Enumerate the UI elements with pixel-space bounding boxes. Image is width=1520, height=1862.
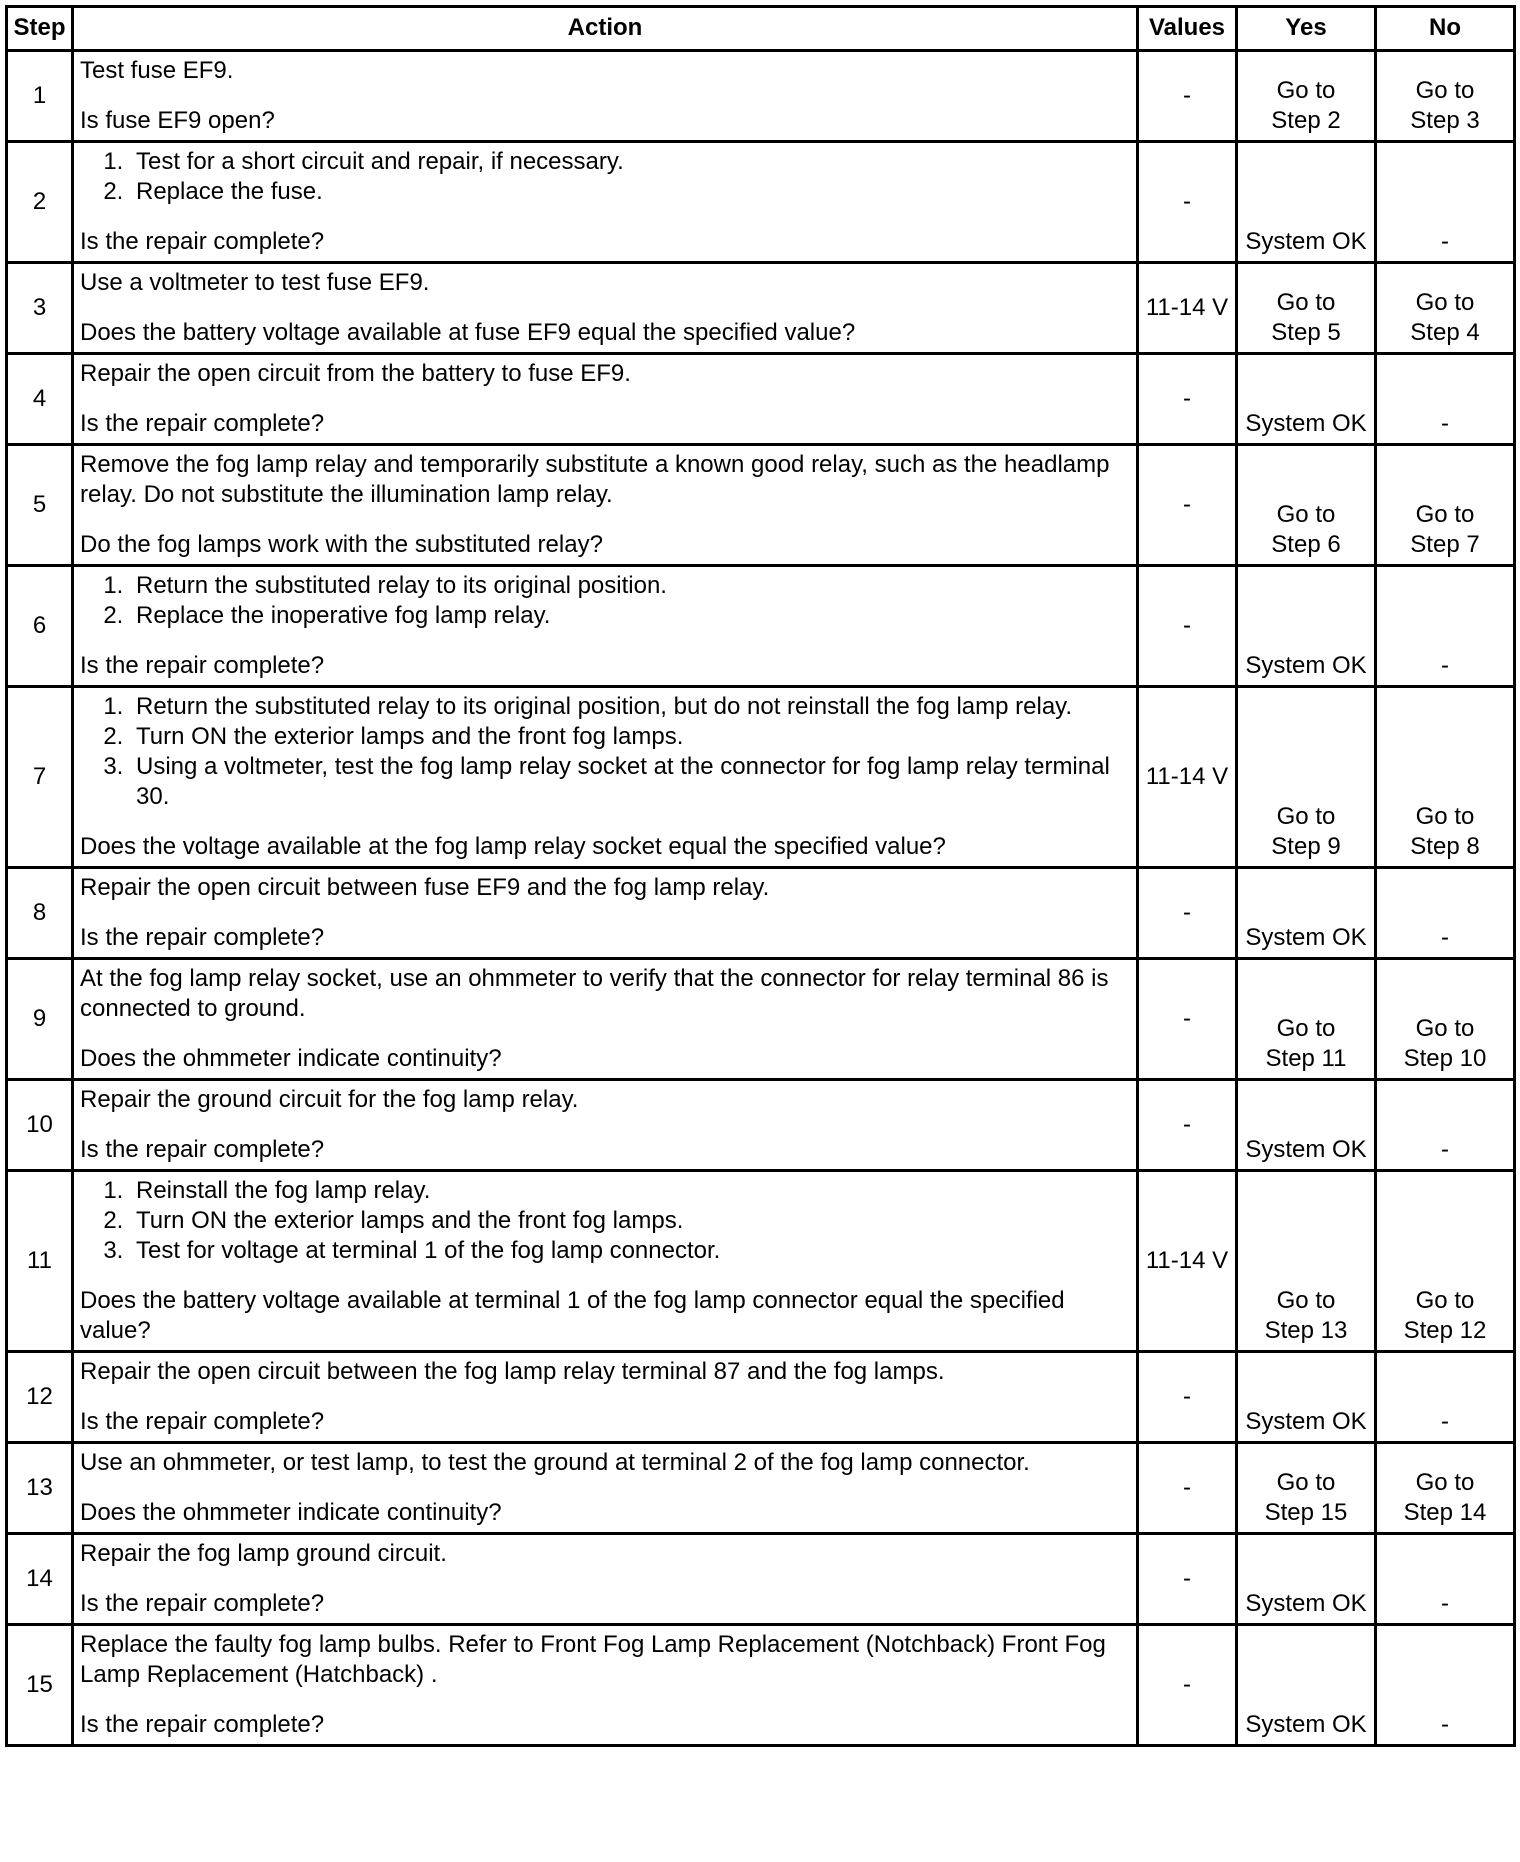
- no-line-1: Go to: [1415, 501, 1475, 528]
- action-intro: Repair the fog lamp ground circuit.: [80, 1540, 447, 1567]
- table-row: [7, 142, 1515, 263]
- yes-line-2: System OK: [1245, 652, 1367, 679]
- no-cell: [1376, 868, 1515, 959]
- no-line-2: -: [1441, 924, 1449, 951]
- action-content: [80, 268, 1130, 348]
- action-instructions: [80, 1448, 1130, 1478]
- step-number: 1: [7, 51, 73, 142]
- yes-cell: [1237, 959, 1376, 1080]
- action-cell: [73, 959, 1138, 1080]
- action-step-item: 2. Replace the fuse.: [130, 177, 1130, 207]
- header-step: Step: [7, 7, 73, 51]
- step-number: 4: [7, 354, 73, 445]
- diagnostic-table: [5, 5, 1516, 1747]
- action-intro: Repair the open circuit between fuse EF9 and the fog lamp relay.: [80, 874, 770, 901]
- yes-line-2: System OK: [1245, 1408, 1367, 1435]
- yes-line-2: System OK: [1245, 410, 1367, 437]
- values-cell: -: [1138, 868, 1237, 959]
- action-content: [80, 147, 1130, 257]
- values-cell: -: [1138, 1352, 1237, 1443]
- step-number: 2: [7, 142, 73, 263]
- action-question: Is the repair complete?: [80, 1711, 325, 1738]
- yes-cell: [1237, 51, 1376, 142]
- yes-line-1: Go to: [1276, 803, 1336, 830]
- action-instructions: [80, 359, 1130, 389]
- action-content: [80, 571, 1130, 681]
- table-row: [7, 51, 1515, 142]
- values-cell: -: [1138, 1443, 1237, 1534]
- values-cell: 11-14 V: [1138, 263, 1237, 354]
- values-cell: -: [1138, 142, 1237, 263]
- values-cell: 11-14 V: [1138, 1171, 1237, 1352]
- yes-cell: [1237, 1443, 1376, 1534]
- table-row: [7, 1171, 1515, 1352]
- header-row: [7, 7, 1515, 51]
- action-cell: [73, 1443, 1138, 1534]
- action-content: [80, 1448, 1130, 1528]
- no-cell: [1376, 959, 1515, 1080]
- yes-line-2: Step 9: [1271, 833, 1341, 860]
- action-content: [80, 56, 1130, 136]
- action-question: Is the repair complete?: [80, 1408, 325, 1435]
- no-line-2: Step 8: [1410, 833, 1480, 860]
- action-instructions: [80, 571, 1130, 631]
- no-line-2: Step 12: [1403, 1317, 1487, 1344]
- yes-cell: [1237, 1080, 1376, 1171]
- table-row: [7, 354, 1515, 445]
- action-question: Is the repair complete?: [80, 1590, 325, 1617]
- yes-cell: [1237, 868, 1376, 959]
- no-cell: [1376, 51, 1515, 142]
- action-cell: [73, 445, 1138, 566]
- action-step-item: 1. Test for a short circuit and repair, if necessary.: [130, 147, 1130, 177]
- action-cell: [73, 1080, 1138, 1171]
- yes-cell: [1237, 445, 1376, 566]
- action-question: Does the battery voltage available at terminal 1 of the fog lamp connector equal the specified value?: [80, 1287, 1065, 1344]
- yes-cell: [1237, 1352, 1376, 1443]
- yes-cell: [1237, 1625, 1376, 1746]
- action-question: Is the repair complete?: [80, 228, 325, 255]
- yes-line-2: System OK: [1245, 1590, 1367, 1617]
- action-cell: [73, 263, 1138, 354]
- action-step-item: 3. Test for voltage at terminal 1 of the fog lamp connector.: [130, 1236, 1130, 1266]
- action-step-item: 2. Turn ON the exterior lamps and the front fog lamps.: [130, 1206, 1130, 1236]
- no-cell: [1376, 1625, 1515, 1746]
- action-content: [80, 1357, 1130, 1437]
- no-line-2: -: [1441, 1590, 1449, 1617]
- header-yes: Yes: [1237, 7, 1376, 51]
- no-line-1: Go to: [1415, 803, 1475, 830]
- action-step-item: 3. Using a voltmeter, test the fog lamp relay socket at the connector for fog lamp relay terminal 30.: [130, 752, 1130, 812]
- action-content: [80, 1630, 1130, 1740]
- action-intro: Repair the open circuit from the battery to fuse EF9.: [80, 360, 631, 387]
- yes-cell: [1237, 263, 1376, 354]
- action-step-item: 2. Turn ON the exterior lamps and the front fog lamps.: [130, 722, 1130, 752]
- action-cell: [73, 868, 1138, 959]
- no-cell: [1376, 1443, 1515, 1534]
- values-cell: -: [1138, 1080, 1237, 1171]
- no-line-1: Go to: [1415, 1287, 1475, 1314]
- step-number: 3: [7, 263, 73, 354]
- action-cell: [73, 51, 1138, 142]
- table-row: [7, 868, 1515, 959]
- no-cell: [1376, 1352, 1515, 1443]
- table-row: [7, 1080, 1515, 1171]
- step-number: 12: [7, 1352, 73, 1443]
- action-instructions: [80, 1630, 1130, 1690]
- no-line-2: Step 10: [1403, 1045, 1487, 1072]
- action-cell: [73, 1171, 1138, 1352]
- yes-line-2: System OK: [1245, 228, 1367, 255]
- action-question: Does the ohmmeter indicate continuity?: [80, 1045, 502, 1072]
- action-instructions: [80, 1357, 1130, 1387]
- action-content: [80, 692, 1130, 862]
- yes-line-1: Go to: [1276, 77, 1336, 104]
- values-cell: -: [1138, 959, 1237, 1080]
- no-line-2: -: [1441, 1136, 1449, 1163]
- action-content: [80, 1539, 1130, 1619]
- yes-line-1: Go to: [1276, 289, 1336, 316]
- action-instructions: [80, 692, 1130, 812]
- action-question: Does the battery voltage available at fuse EF9 equal the specified value?: [80, 319, 856, 346]
- yes-cell: [1237, 1171, 1376, 1352]
- yes-cell: [1237, 687, 1376, 868]
- no-cell: [1376, 142, 1515, 263]
- action-cell: [73, 354, 1138, 445]
- table-row: [7, 1625, 1515, 1746]
- no-cell: [1376, 1080, 1515, 1171]
- yes-line-1: Go to: [1276, 501, 1336, 528]
- action-cell: [73, 1352, 1138, 1443]
- action-intro: Test fuse EF9.: [80, 57, 234, 84]
- table-row: [7, 1534, 1515, 1625]
- step-number: 6: [7, 566, 73, 687]
- table-row: [7, 263, 1515, 354]
- yes-line-2: Step 13: [1264, 1317, 1348, 1344]
- no-cell: [1376, 687, 1515, 868]
- action-intro: At the fog lamp relay socket, use an ohmmeter to verify that the connector for relay terminal 86 is connected to ground.: [80, 965, 1109, 1022]
- action-content: [80, 873, 1130, 953]
- action-question: Is the repair complete?: [80, 924, 325, 951]
- header-values: Values: [1138, 7, 1237, 51]
- yes-line-1: Go to: [1276, 1015, 1336, 1042]
- no-line-1: Go to: [1415, 1469, 1475, 1496]
- action-steps-list: [80, 571, 1130, 631]
- action-question: Is the repair complete?: [80, 652, 325, 679]
- action-cell: [73, 142, 1138, 263]
- table-row: [7, 566, 1515, 687]
- action-question: Do the fog lamps work with the substituted relay?: [80, 531, 603, 558]
- action-cell: [73, 687, 1138, 868]
- no-line-1: Go to: [1415, 77, 1475, 104]
- no-line-1: Go to: [1415, 1015, 1475, 1042]
- step-number: 9: [7, 959, 73, 1080]
- yes-cell: [1237, 142, 1376, 263]
- yes-line-2: System OK: [1245, 1136, 1367, 1163]
- yes-line-1: Go to: [1276, 1469, 1336, 1496]
- action-question: Is the repair complete?: [80, 1136, 325, 1163]
- action-instructions: [80, 268, 1130, 298]
- yes-cell: [1237, 354, 1376, 445]
- action-intro: Replace the faulty fog lamp bulbs. Refer to Front Fog Lamp Replacement (Notchback) Front Fog Lamp Replacement (Hatchback) .: [80, 1631, 1106, 1688]
- action-step-item: 1. Return the substituted relay to its original position, but do not reinstall the fog lamp relay.: [130, 692, 1130, 722]
- no-cell: [1376, 263, 1515, 354]
- action-instructions: [80, 964, 1130, 1024]
- action-intro: Repair the ground circuit for the fog lamp relay.: [80, 1086, 579, 1113]
- action-content: [80, 359, 1130, 439]
- no-cell: [1376, 566, 1515, 687]
- table-row: [7, 959, 1515, 1080]
- yes-line-2: Step 6: [1271, 531, 1341, 558]
- action-instructions: [80, 147, 1130, 207]
- header-action: Action: [73, 7, 1138, 51]
- action-question: Does the voltage available at the fog lamp relay socket equal the specified value?: [80, 833, 946, 860]
- action-content: [80, 450, 1130, 560]
- action-intro: Use a voltmeter to test fuse EF9.: [80, 269, 430, 296]
- action-steps-list: [80, 692, 1130, 812]
- action-instructions: [80, 1176, 1130, 1266]
- yes-line-2: System OK: [1245, 1711, 1367, 1738]
- diagnostic-table-page: [5, 5, 1513, 1747]
- action-question: Is fuse EF9 open?: [80, 107, 275, 134]
- action-steps-list: [80, 1176, 1130, 1266]
- no-line-2: -: [1441, 228, 1449, 255]
- no-line-1: Go to: [1415, 289, 1475, 316]
- no-cell: [1376, 354, 1515, 445]
- action-intro: Repair the open circuit between the fog lamp relay terminal 87 and the fog lamps.: [80, 1358, 945, 1385]
- no-line-2: Step 4: [1410, 319, 1480, 346]
- values-cell: -: [1138, 445, 1237, 566]
- values-cell: -: [1138, 1534, 1237, 1625]
- no-line-2: -: [1441, 1711, 1449, 1738]
- action-cell: [73, 1534, 1138, 1625]
- header-no: No: [1376, 7, 1515, 51]
- action-step-item: 1. Reinstall the fog lamp relay.: [130, 1176, 1130, 1206]
- action-question: Does the ohmmeter indicate continuity?: [80, 1499, 502, 1526]
- step-number: 14: [7, 1534, 73, 1625]
- step-number: 11: [7, 1171, 73, 1352]
- no-line-2: -: [1441, 410, 1449, 437]
- action-intro: Use an ohmmeter, or test lamp, to test the ground at terminal 2 of the fog lamp connector.: [80, 1449, 1030, 1476]
- values-cell: -: [1138, 1625, 1237, 1746]
- action-cell: [73, 1625, 1138, 1746]
- action-content: [80, 964, 1130, 1074]
- action-steps-list: [80, 147, 1130, 207]
- yes-line-2: Step 2: [1271, 107, 1341, 134]
- step-number: 10: [7, 1080, 73, 1171]
- step-number: 13: [7, 1443, 73, 1534]
- no-line-2: -: [1441, 652, 1449, 679]
- table-row: [7, 687, 1515, 868]
- action-step-item: 2. Replace the inoperative fog lamp relay.: [130, 601, 1130, 631]
- no-cell: [1376, 445, 1515, 566]
- no-line-2: -: [1441, 1408, 1449, 1435]
- yes-cell: [1237, 566, 1376, 687]
- action-intro: Remove the fog lamp relay and temporarily substitute a known good relay, such as the headlamp relay. Do not substitute the illumination lamp relay.: [80, 451, 1110, 508]
- table-row: [7, 1443, 1515, 1534]
- no-cell: [1376, 1171, 1515, 1352]
- step-number: 15: [7, 1625, 73, 1746]
- step-number: 7: [7, 687, 73, 868]
- action-instructions: [80, 450, 1130, 510]
- values-cell: -: [1138, 566, 1237, 687]
- action-content: [80, 1176, 1130, 1346]
- yes-line-2: Step 5: [1271, 319, 1341, 346]
- yes-line-2: System OK: [1245, 924, 1367, 951]
- action-content: [80, 1085, 1130, 1165]
- table-row: [7, 1352, 1515, 1443]
- step-number: 5: [7, 445, 73, 566]
- action-cell: [73, 566, 1138, 687]
- action-question: Is the repair complete?: [80, 410, 325, 437]
- action-instructions: [80, 1539, 1130, 1569]
- yes-line-2: Step 15: [1264, 1499, 1348, 1526]
- values-cell: -: [1138, 51, 1237, 142]
- values-cell: -: [1138, 354, 1237, 445]
- action-instructions: [80, 1085, 1130, 1115]
- action-instructions: [80, 873, 1130, 903]
- yes-cell: [1237, 1534, 1376, 1625]
- no-cell: [1376, 1534, 1515, 1625]
- table-body: [7, 51, 1515, 1746]
- table-row: [7, 445, 1515, 566]
- no-line-2: Step 14: [1403, 1499, 1487, 1526]
- step-number: 8: [7, 868, 73, 959]
- values-cell: 11-14 V: [1138, 687, 1237, 868]
- action-instructions: [80, 56, 1130, 86]
- no-line-2: Step 3: [1410, 107, 1480, 134]
- yes-line-2: Step 11: [1265, 1045, 1347, 1072]
- yes-line-1: Go to: [1276, 1287, 1336, 1314]
- no-line-2: Step 7: [1410, 531, 1480, 558]
- action-step-item: 1. Return the substituted relay to its original position.: [130, 571, 1130, 601]
